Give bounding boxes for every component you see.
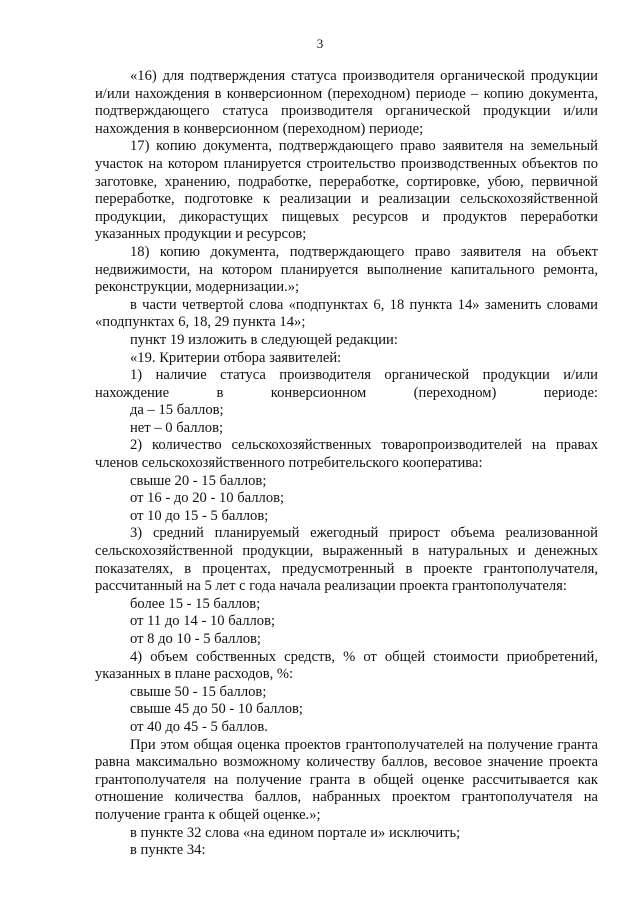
paragraph-criterion-1-yes: да – 15 баллов;: [130, 402, 224, 419]
paragraph-item-18: 18) копию документа, подтверждающего право заявителя на объект недвижимости, на котором планируется выполнение капитального ремонта, реконструкции, модернизации.»;: [95, 243, 598, 296]
paragraph-criterion-2-b: от 16 - до 20 - 10 баллов;: [130, 490, 285, 507]
paragraph-criterion-2: 2) количество сельскохозяйственных товаропроизводителей на правах членов сельскохозяйственного потребительского кооператива:: [95, 437, 598, 472]
paragraph-criterion-3-a: более 15 - 15 баллов;: [130, 595, 261, 612]
paragraph-criterion-4-b: свыше 45 до 50 - 10 баллов;: [130, 701, 303, 718]
paragraph-criterion-1: 1) наличие статуса производителя органической продукции и/или нахождение в конверсионном (переходном) периоде:: [95, 367, 598, 401]
document-body: [95, 68, 598, 860]
paragraph-criterion-4-a: свыше 50 - 15 баллов;: [130, 683, 267, 700]
paragraph-point-19-intro: пункт 19 изложить в следующей редакции:: [130, 331, 398, 348]
paragraph-criterion-4: 4) объем собственных средств, % от общей стоимости приобретений, указанных в плане расходов, %:: [95, 648, 598, 683]
paragraph-point-34: в пункте 34:: [130, 842, 206, 859]
paragraph-item-16: «16) для подтверждения статуса производителя органической продукции и/или нахождения в конверсионном (переходном) периоде – копию документа, подтверждающего статуса производителя органической продукции и/или нахождения в конверсионном (переходном) периоде;: [95, 68, 598, 137]
paragraph-criterion-2-a: свыше 20 - 15 баллов;: [130, 472, 267, 489]
paragraph-criteria-heading: «19. Критерии отбора заявителей:: [130, 349, 342, 366]
page-number: 3: [316, 36, 324, 51]
paragraph-criterion-3: 3) средний планируемый ежегодный прирост объема реализованной сельскохозяйственной продукции, выраженный в натуральных и денежных показателях, в процентах, предусмотренный в проекте грантополучателя, рассчитанный на 5 лет с года начала реализации проекта грантополучателя:: [95, 525, 598, 595]
paragraph-criterion-1-no: нет – 0 баллов;: [130, 419, 224, 436]
paragraph-criterion-2-c: от 10 до 15 - 5 баллов;: [130, 507, 269, 524]
paragraph-criterion-3-b: от 11 до 14 - 10 баллов;: [130, 613, 276, 630]
paragraph-criterion-3-c: от 8 до 10 - 5 баллов;: [130, 631, 261, 647]
paragraph-part-four-change: в части четвертой слова «подпунктах 6, 18 пункта 14» заменить словами «подпунктах 6, 18, 29 пункта 14»;: [95, 296, 598, 331]
paragraph-overall-score: При этом общая оценка проектов грантополучателей на получение гранта равна максимально возможному количеству баллов, весовое значение проекта грантополучателя на получение гранта в общей оценке рассчитывается как отношение количества баллов, набранных проектом грантополучателя на получение гранта к общей оценке.»;: [95, 736, 598, 823]
paragraph-criterion-4-c: от 40 до 45 - 5 баллов.: [130, 718, 268, 735]
paragraph-item-17: 17) копию документа, подтверждающего право заявителя на земельный участок на котором планируется строительство производственных объектов по заготовке, хранению, подработке, переработке, сортировке, убою, первичной переработке, подготовке к реализации и реализации сельскохозяйственной продукции, дикорастущих пищевых ресурсов и продуктов переработки указанных продукции и ресурсов;: [95, 138, 598, 243]
paragraph-point-32: в пункте 32 слова «на едином портале и» исключить;: [130, 824, 461, 841]
